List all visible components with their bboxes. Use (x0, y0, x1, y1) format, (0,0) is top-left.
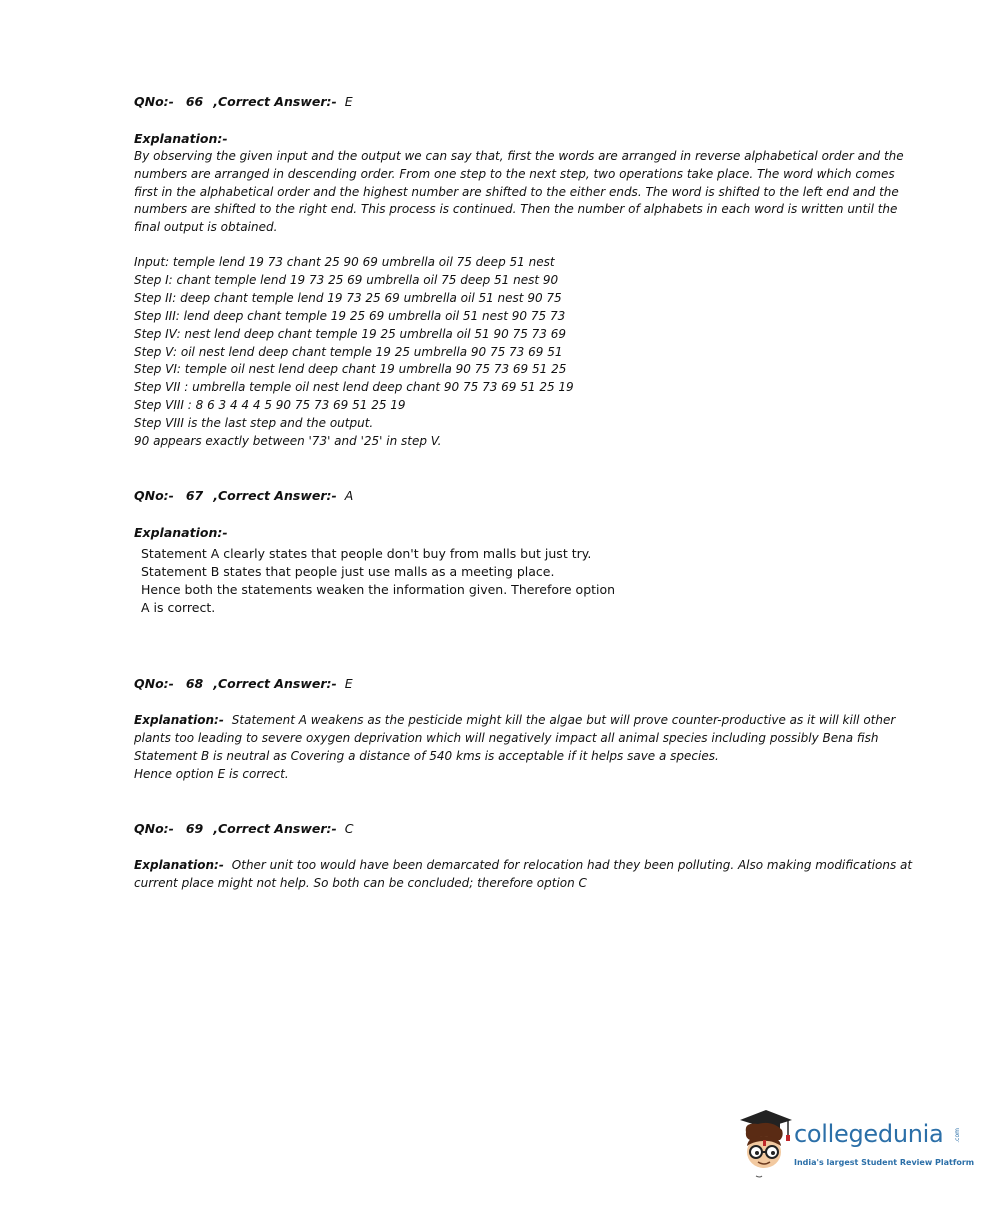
explanation-line (134, 712, 895, 730)
q69-explanation-label: Explanation:- (134, 858, 224, 872)
q68-header (134, 676, 353, 691)
q66-answer: E (344, 94, 353, 109)
explanation-line: Hence both the statements weaken the information given. Therefore option (141, 582, 616, 597)
collegedunia-logo (736, 1106, 975, 1180)
q67-answer: A (344, 488, 354, 503)
step-line: Step V: oil nest lend deep chant temple 19 25 umbrella 90 75 73 69 51 (134, 344, 563, 359)
logo-domain: .com (954, 1128, 961, 1143)
q66-explanation-label: Explanation:- (134, 131, 228, 146)
explanation-line-text: Statement A weakens as the pesticide might kill the algae but will prove counter-productive as it will kill other (231, 713, 896, 727)
q69-header (134, 821, 353, 836)
q68-qno: 68 (185, 676, 204, 691)
step-line: Step VIII is the last step and the output. (134, 416, 374, 431)
q67-header (134, 488, 353, 503)
explanation-line: Statement B is neutral as Covering a distance of 540 kms is acceptable if it helps save a species. (134, 748, 719, 763)
step-line: Step III: lend deep chant temple 19 25 69 umbrella oil 51 nest 90 75 73 (134, 308, 566, 323)
explanation-line: current place might not help. So both can be concluded; therefore option C (134, 875, 587, 890)
q68-answer-label: ,Correct Answer:- (213, 676, 337, 691)
step-line: Step IV: nest lend deep chant temple 19 25 umbrella oil 51 90 75 73 69 (134, 326, 567, 341)
explanation-line (134, 857, 912, 875)
explanation-line: A is correct. (141, 600, 216, 615)
logo-tagline: India's largest Student Review Platform (794, 1158, 975, 1167)
step-line: Step VIII : 8 6 3 4 4 4 5 90 75 73 69 51 25 19 (134, 398, 406, 413)
q69-answer-label: ,Correct Answer:- (213, 821, 337, 836)
q67-explanation (141, 545, 615, 617)
q66-answer-label: ,Correct Answer:- (213, 94, 337, 109)
explanation-line: Hence option E is correct. (134, 766, 289, 781)
q67-qno: 67 (185, 488, 204, 503)
explanation-line-text: Other unit too would have been demarcated for relocation had they been polluting. Also making modifications at (231, 858, 913, 872)
q66-header (134, 94, 353, 109)
q69-qno: 69 (185, 821, 204, 836)
step-line: Step VI: temple oil nest lend deep chant 19 umbrella 90 75 73 69 51 25 (134, 362, 567, 377)
explanation-line: plants too leading to severe oxygen deprivation which will negatively impact all animal species including possibly Bena fish (134, 730, 879, 745)
q68-explanation-label: Explanation:- (134, 713, 224, 727)
q66-qno-label: QNo:- (134, 94, 174, 109)
step-line: 90 appears exactly between '73' and '25' in step V. (134, 434, 442, 449)
logo-wordmark: collegedunia (794, 1120, 944, 1148)
q68-qno-label: QNo:- (134, 676, 174, 691)
step-line: Step II: deep chant temple lend 19 73 25 69 umbrella oil 51 nest 90 75 (134, 290, 562, 305)
q68-answer: E (344, 676, 353, 691)
q69-qno-label: QNo:- (134, 821, 174, 836)
explanation-line: Statement A clearly states that people don't buy from malls but just try. (141, 546, 592, 561)
q67-qno-label: QNo:- (134, 488, 174, 503)
explanation-line: Statement B states that people just use malls as a meeting place. (141, 564, 555, 579)
q66-qno: 66 (185, 94, 204, 109)
mascot-icon (736, 1106, 794, 1180)
step-line: Input: temple lend 19 73 chant 25 90 69 umbrella oil 75 deep 51 nest (134, 255, 555, 269)
q66-explanation: By observing the given input and the output we can say that, first the words are arranged in reverse alphabetical order and the numbers are arranged in descending order. From one step to the next step, two operations take place. The word which comes first in the alphabetical order and the highest number are shifted to the either ends. The word is shifted to the left end and the numbers are shifted to the right end. This process is continued. Then the number of alphabets in each word is written until the final output is obtained. (134, 149, 904, 235)
q67-answer-label: ,Correct Answer:- (213, 488, 337, 503)
q67-explanation-label: Explanation:- (134, 525, 228, 540)
step-line: Step I: chant temple lend 19 73 25 69 umbrella oil 75 deep 51 nest 90 (134, 272, 559, 287)
step-line: Step VII : umbrella temple oil nest lend deep chant 90 75 73 69 51 25 19 (134, 380, 574, 395)
q68-explanation (134, 712, 895, 784)
q66-steps (134, 254, 574, 451)
q69-answer: C (344, 821, 354, 836)
q69-explanation (134, 857, 912, 893)
